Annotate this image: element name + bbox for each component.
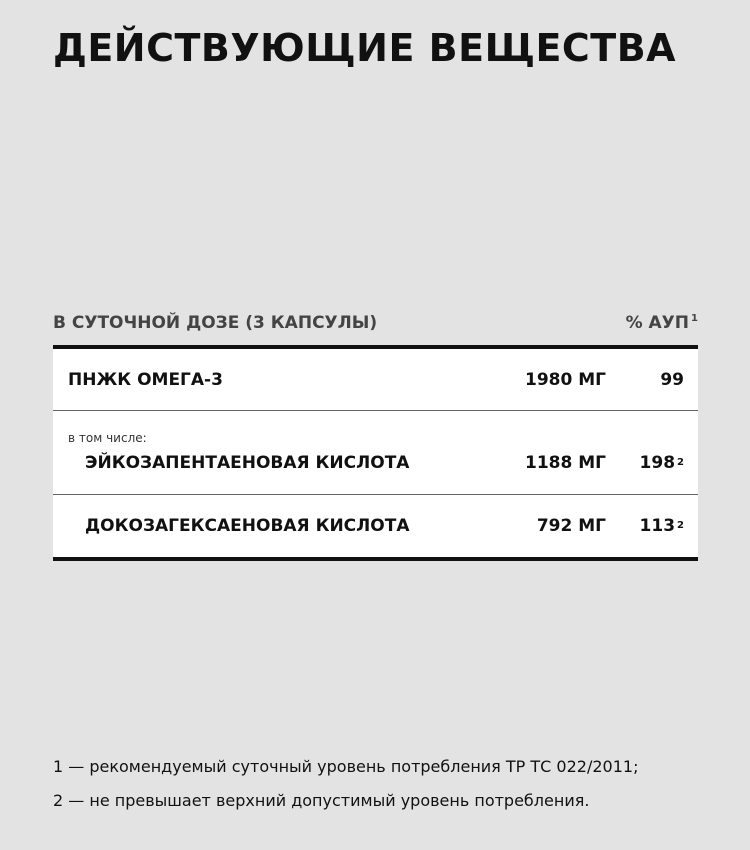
- row-divider: [53, 410, 698, 411]
- percent-value: 198: [639, 452, 676, 473]
- including-note: в том числе:: [68, 431, 147, 445]
- nutrients-table: [53, 345, 698, 561]
- percent-footnote-mark: 2: [677, 457, 684, 468]
- percent-value: 99: [660, 369, 684, 390]
- table-row: [53, 494, 698, 557]
- nutrient-percent: [640, 432, 684, 493]
- percent-header-footnote-mark: 1: [691, 313, 698, 325]
- nutrient-percent: [640, 494, 684, 557]
- table-row: [53, 432, 698, 493]
- nutrient-name: ПНЖК ОМЕГА-3: [68, 369, 223, 390]
- table-row: [53, 349, 698, 410]
- percent-value: 113: [639, 515, 676, 536]
- table-header: [53, 310, 698, 336]
- nutrient-amount: 792 МГ: [536, 515, 606, 536]
- percent-footnote-mark: 2: [677, 520, 684, 531]
- page-title: ДЕЙСТВУЮЩИЕ ВЕЩЕСТВА: [53, 26, 677, 70]
- dose-column-header: В СУТОЧНОЙ ДОЗЕ (3 КАПСУЛЫ): [53, 313, 378, 333]
- percent-column-header: [626, 313, 698, 333]
- nutrient-percent: [660, 349, 684, 410]
- footnote-1: 1 — рекомендуемый суточный уровень потребления ТР ТС 022/2011;: [53, 757, 639, 776]
- nutrient-amount: 1980 МГ: [525, 369, 606, 390]
- percent-header-label: % АУП: [625, 313, 690, 333]
- nutrient-name: ЭЙКОЗАПЕНТАЕНОВАЯ КИСЛОТА: [85, 452, 410, 473]
- nutrient-amount: 1188 МГ: [525, 452, 606, 473]
- nutrient-name: ДОКОЗАГЕКСАЕНОВАЯ КИСЛОТА: [85, 515, 410, 536]
- footnote-2: 2 — не превышает верхний допустимый уровень потребления.: [53, 791, 590, 810]
